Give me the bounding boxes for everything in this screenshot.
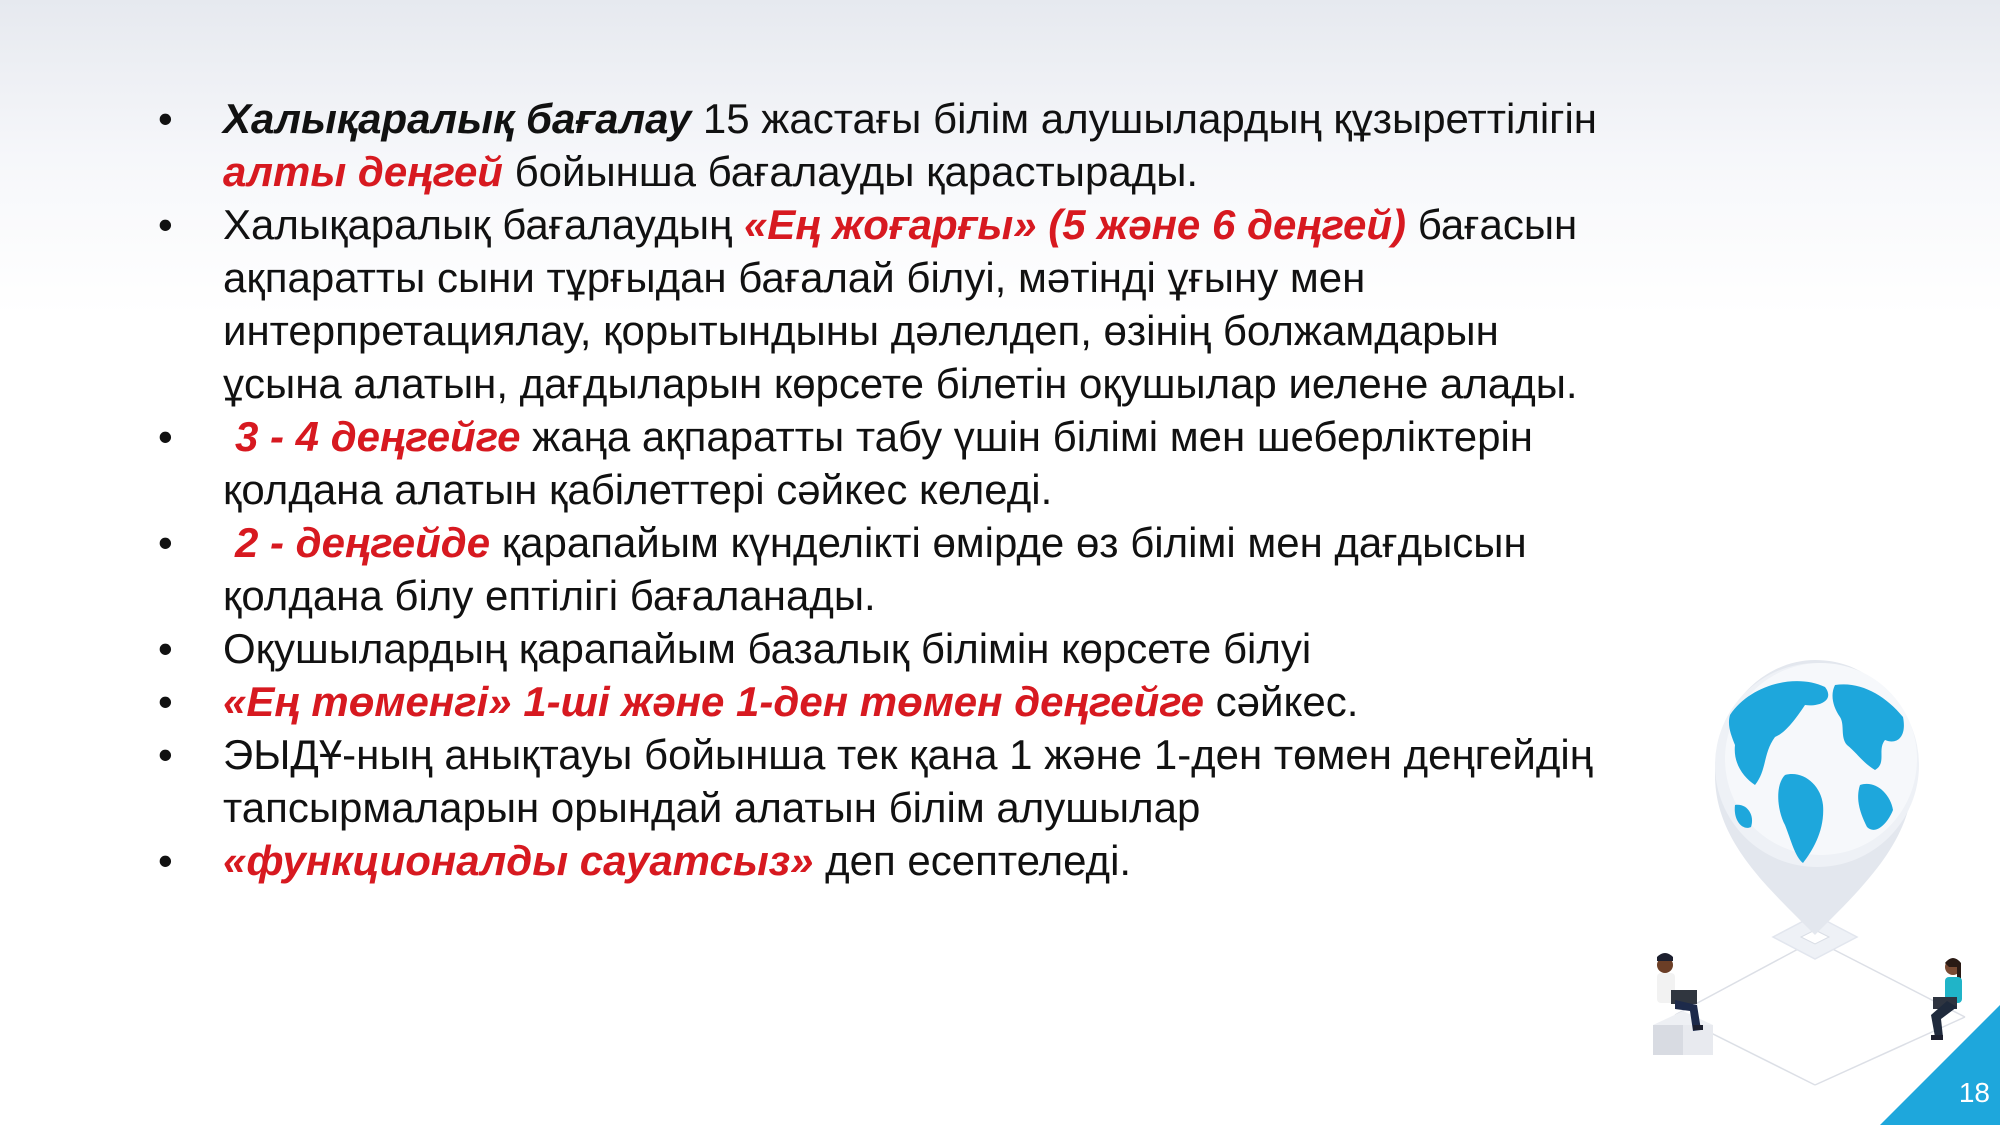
bullet-emphasis: «Ең төменгі» 1-ші және 1-ден төмен деңгейге xyxy=(223,678,1204,725)
bullet-text: интерпретациялау, қорытындыны дәлелдеп, өзінің болжамдарын xyxy=(223,307,1499,354)
bullet-emphasis: «Ең жоғарғы» (5 және 6 деңгей) xyxy=(743,201,1407,248)
bullet-emphasis: алты деңгей xyxy=(223,148,503,195)
bullet-text: бағасын xyxy=(1406,201,1578,248)
bullet-emphasis: Халықаралық бағалау xyxy=(223,95,692,142)
bullet-emphasis: 2 - деңгейде xyxy=(235,519,491,566)
bullet-line xyxy=(223,675,1698,728)
person-left-icon xyxy=(1653,953,1713,1055)
bullet-text: 15 жастағы білім алушылардың құзыреттілігін xyxy=(691,95,1598,142)
bullet-text: деп есептеледі. xyxy=(813,837,1132,884)
bullet-item xyxy=(158,834,1698,887)
bullet-item xyxy=(158,622,1698,675)
bullet-line xyxy=(223,728,1698,781)
bullet-item xyxy=(158,198,1698,410)
bullet-emphasis: 3 - 4 деңгейге xyxy=(235,413,521,460)
bullet-item xyxy=(158,516,1698,622)
bullet-line xyxy=(223,569,1698,622)
bullet-text: бойынша бағалауды қарастырады. xyxy=(502,148,1199,195)
bullet-line xyxy=(223,463,1698,516)
globe-icon xyxy=(1715,660,1919,935)
bullet-line xyxy=(223,834,1698,887)
bullet-line xyxy=(223,145,1698,198)
bullet-text: қарапайым күнделікті өмірде өз білімі мен дағдысын xyxy=(490,519,1527,566)
bullet-line xyxy=(223,781,1698,834)
bullet-text: қолдана білу ептілігі бағаланады. xyxy=(223,572,876,619)
bullet-text: Халықаралық бағалаудың xyxy=(223,201,744,248)
bullet-text: жаңа ақпаратты табу үшін білімі мен шеберліктерін xyxy=(520,413,1533,460)
bullet-text: ақпаратты сыни тұрғыдан бағалай білуі, мәтінді ұғыну мен xyxy=(223,254,1366,301)
bullet-item xyxy=(158,728,1698,834)
bullet-item xyxy=(158,410,1698,516)
bullet-text: ЭЫДҰ-ның анықтауы бойынша тек қана 1 және 1-ден төмен деңгейдің xyxy=(223,731,1593,778)
bullet-item xyxy=(158,92,1698,198)
bullet-line xyxy=(223,92,1698,145)
bullet-emphasis: «функционалды сауатсыз» xyxy=(223,837,814,884)
bullet-text: ұсына алатын, дағдыларын көрсете білетін оқушылар иелене алады. xyxy=(223,360,1578,407)
bullet-line xyxy=(223,357,1698,410)
bullet-line xyxy=(223,516,1698,569)
bullet-list xyxy=(158,92,1698,887)
bullet-text: Оқушылардың қарапайым базалық білімін көрсете білуі xyxy=(223,625,1312,672)
bullet-line xyxy=(223,622,1698,675)
bullet-text: сәйкес. xyxy=(1204,678,1359,725)
bullet-text: қолдана алатын қабілеттері сәйкес келеді. xyxy=(223,466,1053,513)
bullet-line xyxy=(223,304,1698,357)
page-number: 18 xyxy=(1958,1077,1990,1108)
bullet-line xyxy=(223,251,1698,304)
bullet-text: тапсырмаларын орындай алатын білім алушылар xyxy=(223,784,1201,831)
bullet-line xyxy=(223,198,1698,251)
bullet-line xyxy=(223,410,1698,463)
bullet-item xyxy=(158,675,1698,728)
